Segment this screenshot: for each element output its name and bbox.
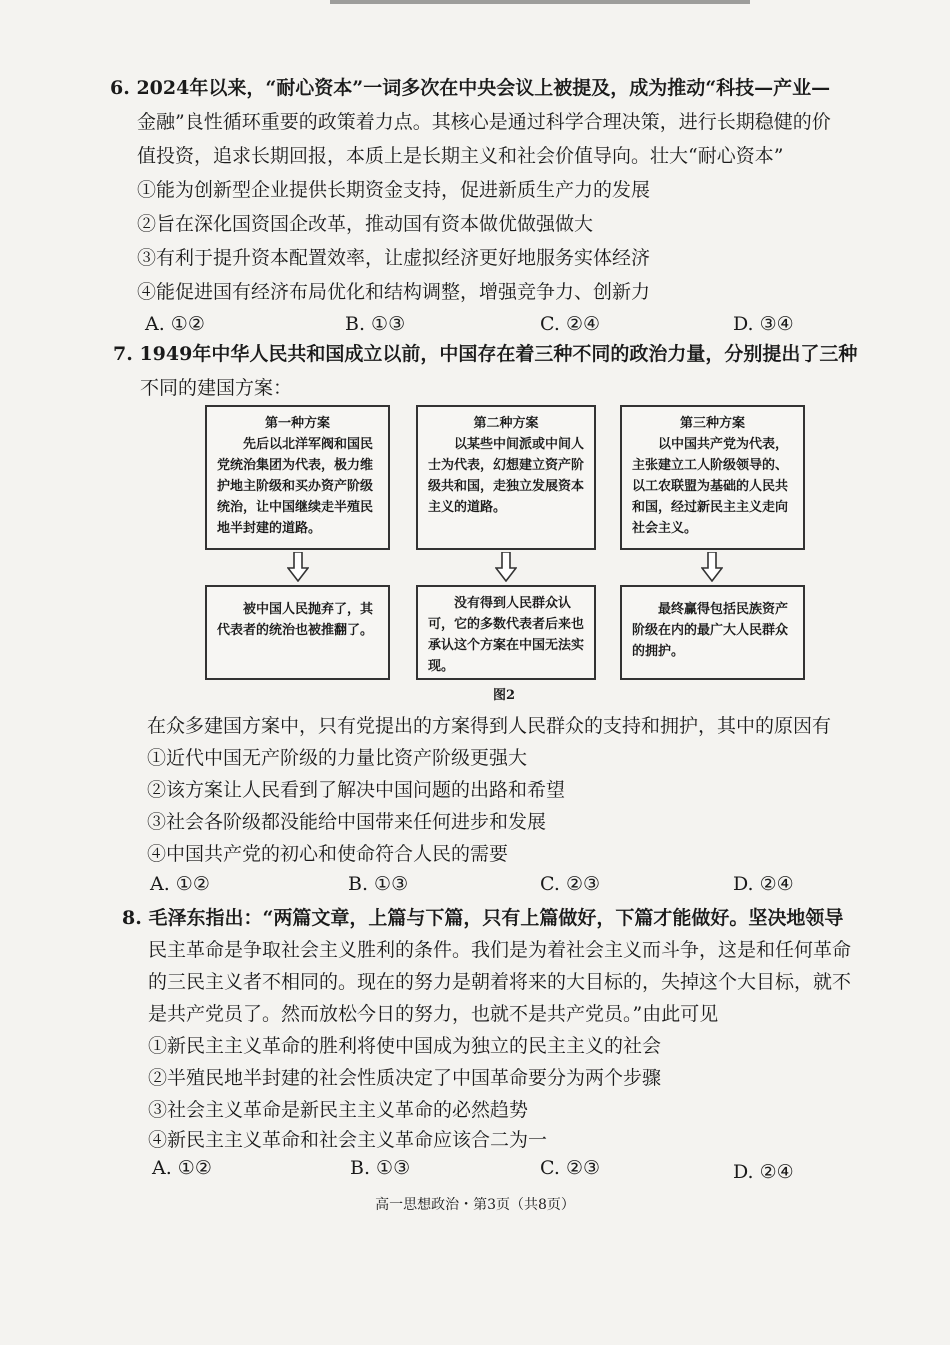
plan-1-body: 先后以北洋军阀和国民党统治集团为代表，极力维护地主阶级和买办资产阶级统治，让中国继续走半殖民地半封建的道路。	[217, 437, 374, 536]
q6-line-1: 6. 2024年以来，“耐心资本”一词多次在中央会议上被提及，成为推动“科技—产业—	[110, 77, 831, 99]
q6-option-a[interactable]: A. ①②	[145, 313, 205, 335]
q8-line-2: 民主革命是争取社会主义胜利的条件。我们是为着社会主义而斗争，这是和任何革命	[148, 939, 852, 961]
plan-2-title: 第二种方案	[473, 416, 539, 431]
plan-3-box	[620, 405, 805, 550]
q8-line-3: 的三民主义者不相同的。现在的努力是朝着将来的大目标的，失掉这个大目标，就不	[148, 971, 852, 993]
plan-2-body: 以某些中间派或中间人士为代表，幻想建立资产阶级共和国，走独立发展资本主义的道路。	[428, 437, 585, 515]
q6-choice-4: ④能促进国有经济布局优化和结构调整，增强竞争力、创新力	[137, 281, 651, 303]
q7-line-1: 7. 1949年中华人民共和国成立以前，中国存在着三种不同的政治力量，分别提出了三种	[113, 343, 858, 365]
plan-3-result-box	[620, 585, 805, 680]
figure-caption: 图2	[493, 688, 516, 703]
q8-line-4: 是共产党员了。然而放松今日的努力，也就不是共产党员。”由此可见	[148, 1003, 719, 1025]
plan-2-result-box	[416, 585, 596, 680]
scan-edge-line	[330, 0, 750, 4]
q7-option-c[interactable]: C. ②③	[540, 873, 601, 895]
plan-1-result-box	[205, 585, 390, 680]
plan-3-title: 第三种方案	[679, 416, 745, 431]
down-arrow-icon	[701, 552, 723, 582]
q8-choice-1: ①新民主主义革命的胜利将使中国成为独立的民主主义的社会	[148, 1035, 662, 1057]
plan-2-result: 没有得到人民群众认可，它的多数代表者后来也承认这个方案在中国无法实现。	[428, 596, 585, 674]
q6-choice-2: ②旨在深化国资国企改革，推动国有资本做优做强做大	[137, 213, 594, 235]
plan-3-result: 最终赢得包括民族资产阶级在内的最广大人民群众的拥护。	[632, 602, 789, 659]
plan-1-result: 被中国人民抛弃了，其代表者的统治也被推翻了。	[217, 602, 374, 638]
q6-line-2: 金融”良性循环重要的政策着力点。其核心是通过科学合理决策，进行长期稳健的价	[137, 111, 831, 133]
q7-option-b[interactable]: B. ①③	[348, 873, 409, 895]
q8-choice-2: ②半殖民地半封建的社会性质决定了中国革命要分为两个步骤	[148, 1067, 662, 1089]
q7-option-d[interactable]: D. ②④	[733, 873, 794, 895]
q8-choice-4: ④新民主主义革命和社会主义革命应该合二为一	[148, 1129, 548, 1151]
q8-option-a[interactable]: A. ①②	[152, 1157, 212, 1179]
q6-choice-1: ①能为创新型企业提供长期资金支持，促进新质生产力的发展	[137, 179, 651, 201]
plan-2-box	[416, 405, 596, 550]
plan-1-title: 第一种方案	[264, 416, 330, 431]
q8-option-b[interactable]: B. ①③	[350, 1157, 411, 1179]
q7-choice-4: ④中国共产党的初心和使命符合人民的需要	[147, 843, 509, 865]
down-arrow-icon	[495, 552, 517, 582]
plan-3-body: 以中国共产党为代表，主张建立工人阶级领导的、以工农联盟为基础的人民共和国，经过新民主主义走向社会主义。	[632, 437, 789, 536]
q7-stem: 在众多建国方案中，只有党提出的方案得到人民群众的支持和拥护，其中的原因有	[147, 715, 832, 737]
q8-option-c[interactable]: C. ②③	[540, 1157, 601, 1179]
q7-choice-2: ②该方案让人民看到了解决中国问题的出路和希望	[147, 779, 566, 801]
page-footer: 高一思想政治・第3页（共8页）	[375, 1197, 575, 1213]
down-arrow-icon	[287, 552, 309, 582]
q8-line-1: 8. 毛泽东指出：“两篇文章，上篇与下篇，只有上篇做好，下篇才能做好。坚决地领导	[122, 907, 844, 929]
q7-choice-1: ①近代中国无产阶级的力量比资产阶级更强大	[147, 747, 528, 769]
q7-line-2: 不同的建国方案：	[140, 377, 293, 399]
q8-option-d[interactable]: D. ②④	[733, 1161, 794, 1183]
plan-1-box	[205, 405, 390, 550]
q6-choice-3: ③有利于提升资本配置效率，让虚拟经济更好地服务实体经济	[137, 247, 651, 269]
q7-option-a[interactable]: A. ①②	[150, 873, 210, 895]
q6-option-d[interactable]: D. ③④	[733, 313, 794, 335]
q6-line-3: 值投资，追求长期回报，本质上是长期主义和社会价值导向。壮大“耐心资本”	[137, 145, 784, 167]
q6-option-b[interactable]: B. ①③	[345, 313, 406, 335]
q6-option-c[interactable]: C. ②④	[540, 313, 601, 335]
q8-choice-3: ③社会主义革命是新民主主义革命的必然趋势	[148, 1099, 529, 1121]
q7-choice-3: ③社会各阶级都没能给中国带来任何进步和发展	[147, 811, 547, 833]
